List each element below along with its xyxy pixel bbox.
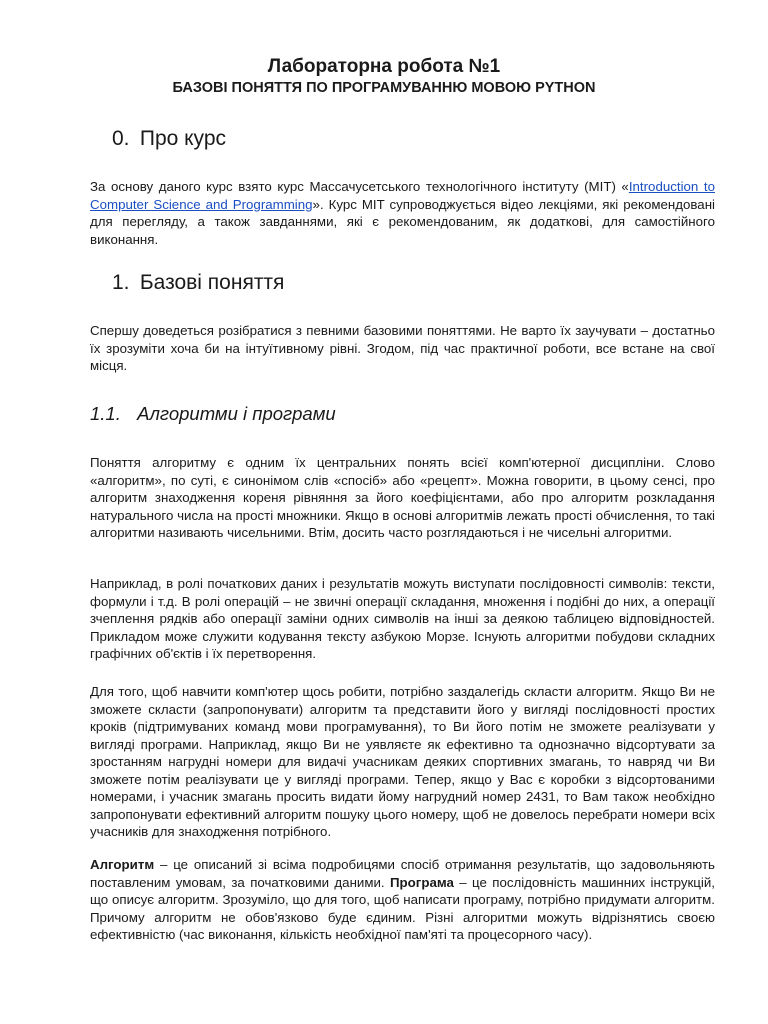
section-1-1-paragraph-4: [90, 856, 715, 944]
section-0-paragraph: [90, 178, 715, 248]
document-subtitle: БАЗОВІ ПОНЯТТЯ ПО ПРОГРАМУВАННЮ МОВОЮ PYTHON: [172, 80, 596, 96]
section-1-number: 1.: [112, 271, 130, 294]
section-1-1-number: 1.1.: [90, 403, 121, 424]
section-1-1-title: Алгоритми і програми: [137, 403, 336, 424]
section-1-title: Базові поняття: [139, 271, 285, 294]
course-link[interactable]: Introduction to Computer Science and Programming: [90, 179, 715, 212]
algorithm-definition: – це описаний зі всіма подробицями спосіб отримання результатів, що задовольняють поставленим умовам, за початковими даними.: [90, 857, 715, 890]
section-0-text-end: ». Курс MIT супроводжується відео лекціями, які рекомендовані для перегляду, а також завданнями, які є рекомендованим, як додаткові, для самостійного виконання.: [90, 196, 715, 247]
section-0-heading: [112, 126, 226, 152]
section-1-1-paragraph-3: Для того, щоб навчити комп'ютер щось робити, потрібно заздалегідь скласти алгоритм. Якщо Ви не зможете скласти (запропонувати) алгоритм та представити його у вигляді послідовності простих кроків (підтримуваних команд мови програмування), то Ви його потім не зможете реалізувати у вигляді програми. Наприклад, якщо Ви не уявляєте як ефективно та однозначно відсортувати за зростанням нагрудні номери для видачі учасникам деяких спортивних змагань, то навряд чи Ви зможете потім реалізувати це у вигляді програми. Тепер, якщо у Вас є коробки з відсортованими номерами, і учасник змагань просить видати йому нагрудний номер 2431, то Вам також необхідно запропонувати ефективний алгоритм пошуку цього номеру, щоб не довелось перебрати номери всіх учасників для знаходження потрібного.: [90, 684, 715, 839]
term-algorithm: Алгоритм: [90, 857, 155, 872]
section-1-paragraph: Спершу доведеться розібратися з певними базовими поняттями. Не варто їх заучувати – достатньо їх зрозуміти хоча би на інтуїтивному рівні. Згодом, під час практичної роботи, все встане на свої місця.: [90, 323, 715, 373]
program-definition: – це послідовність машинних інструкцій, що описує алгоритм. Зрозуміло, що для того, щоб написати програму, потрібно придумати алгоритм. Причому алгоритм не обов'язково буде єдиним. Різні алгоритми можуть відрізнятись своєю ефективністю (час виконання, кількість необхідної пам'яті та процесорного часу).: [90, 874, 715, 942]
section-1-1-paragraph-2: Наприклад, в ролі початкових даних і результатів можуть виступати послідовності символів: тексти, формули і т.д. В ролі операцій – не звичні операції складання, множення і подібні до них, а операції зчеплення рядків або операції заміни одних символів на інші за деякою таблицею відповідностей. Прикладом може служити кодування тексту азбукою Морзе. Існують алгоритми побудови складних графічних об'єктів і їх перетворення.: [90, 576, 715, 661]
document-title: Лабораторна робота №1: [267, 56, 501, 77]
section-1-1-paragraph-1: Поняття алгоритму є одним їх центральних понять всієї комп'ютерної дисципліни. Слово «алгоритм», по суті, є синонімом слів «спосіб» або «рецепт». Можна говорити, в цьому сенсі, про алгоритм знаходження кореня рівняння за його коефіцієнтами, або про алгоритм розкладання натурального числа на прості множники. Якщо в основі алгоритмів лежать прості обчислення, то такі алгоритми називають чисельними. Втім, досить часто розглядаються і не чисельні алгоритми.: [90, 455, 715, 540]
section-1-heading: [112, 270, 284, 296]
section-0-number: 0.: [112, 127, 130, 150]
term-program: Програма: [389, 874, 454, 890]
section-0-text-start: За основу даного курс взято курс Массачусетського технологічного інституту (MIT) «: [90, 179, 629, 194]
section-0-title: Про курс: [139, 127, 226, 150]
section-1-1-heading: [90, 402, 336, 426]
